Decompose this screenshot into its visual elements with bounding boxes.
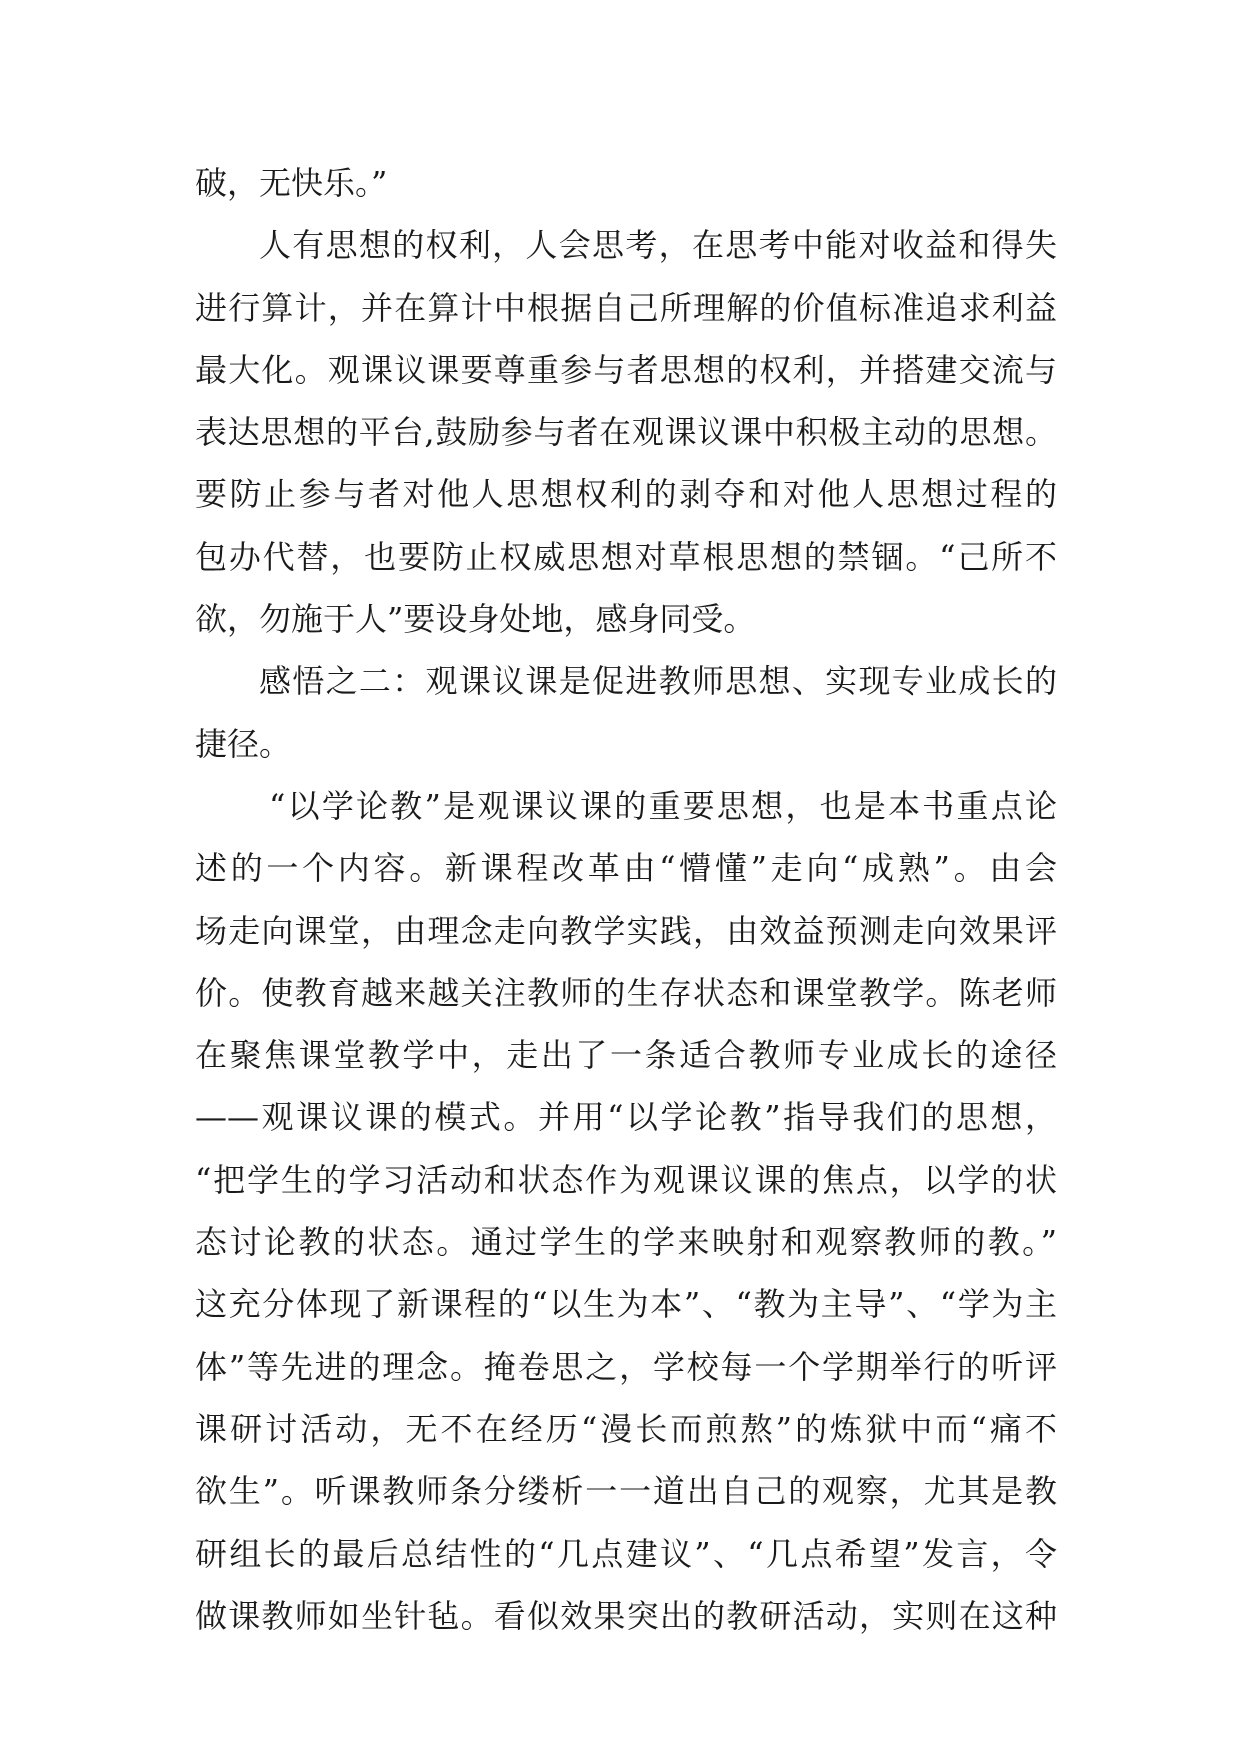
text-line: 这充分体现了新课程的“以生为本”、“教为主导”、“学为主 [195, 1285, 1057, 1324]
text-line: 破，无快乐。” [195, 164, 388, 202]
text-line: 最大化。观课议课要尊重参与者思想的权利，并搭建交流与 [195, 350, 1057, 389]
text-line: 述的一个内容。新课程改革由“懵懂”走向“成熟”。由会 [195, 849, 1057, 888]
text-line: “以学论教”是观课议课的重要思想，也是本书重点论 [269, 786, 1057, 825]
paragraph-1 [195, 152, 1057, 214]
text-line: 场走向课堂，由理念走向教学实践，由效益预测走向效果评 [195, 911, 1057, 950]
text-line: 在聚焦课堂教学中，走出了一条适合教师专业成长的途径 [195, 1036, 1057, 1075]
text-line: 价。使教育越来越关注教师的生存状态和课堂教学。陈老师 [195, 973, 1057, 1012]
text-line: 态讨论教的状态。通过学生的学来映射和观察教师的教。” [195, 1223, 1057, 1262]
text-line: “把学生的学习活动和状态作为观课议课的焦点，以学的状 [195, 1160, 1057, 1199]
text-line: 研组长的最后总结性的“几点建议”、“几点希望”发言，令 [195, 1534, 1057, 1573]
text-line: 感悟之二：观课议课是促进教师思想、实现专业成长的 [259, 662, 1057, 701]
text-line: ——观课议课的模式。并用“以学论教”指导我们的思想， [195, 1098, 1057, 1137]
text-line: 包办代替，也要防止权威思想对草根思想的禁锢。“己所不 [195, 537, 1057, 576]
text-line: 课研讨活动，无不在经历“漫长而煎熬”的炼狱中而“痛不 [195, 1409, 1057, 1448]
body-text [195, 152, 1057, 1647]
text-line: 体”等先进的理念。掩卷思之，学校每一个学期举行的听评 [195, 1347, 1057, 1386]
text-line: 进行算计，并在算计中根据自己所理解的价值标准追求利益 [195, 288, 1057, 327]
text-line: 捷径。 [195, 724, 292, 763]
text-line: 做课教师如坐针毡。看似效果突出的教研活动，实则在这种 [195, 1596, 1057, 1635]
paragraph-2 [195, 214, 1057, 650]
text-line: 人有思想的权利，人会思考，在思考中能对收益和得失 [259, 226, 1057, 265]
text-line: 欲，勿施于人”要设身处地，感身同受。 [195, 600, 756, 639]
paragraph-4 [195, 775, 1057, 1647]
paragraph-3 [195, 650, 1057, 775]
text-line: 欲生”。听课教师条分缕析一一道出自己的观察，尤其是教 [195, 1472, 1057, 1511]
text-line: 要防止参与者对他人思想权利的剥夺和对他人思想过程的 [195, 475, 1057, 514]
text-line: 表达思想的平台,鼓励参与者在观课议课中积极主动的思想。 [195, 413, 1057, 452]
